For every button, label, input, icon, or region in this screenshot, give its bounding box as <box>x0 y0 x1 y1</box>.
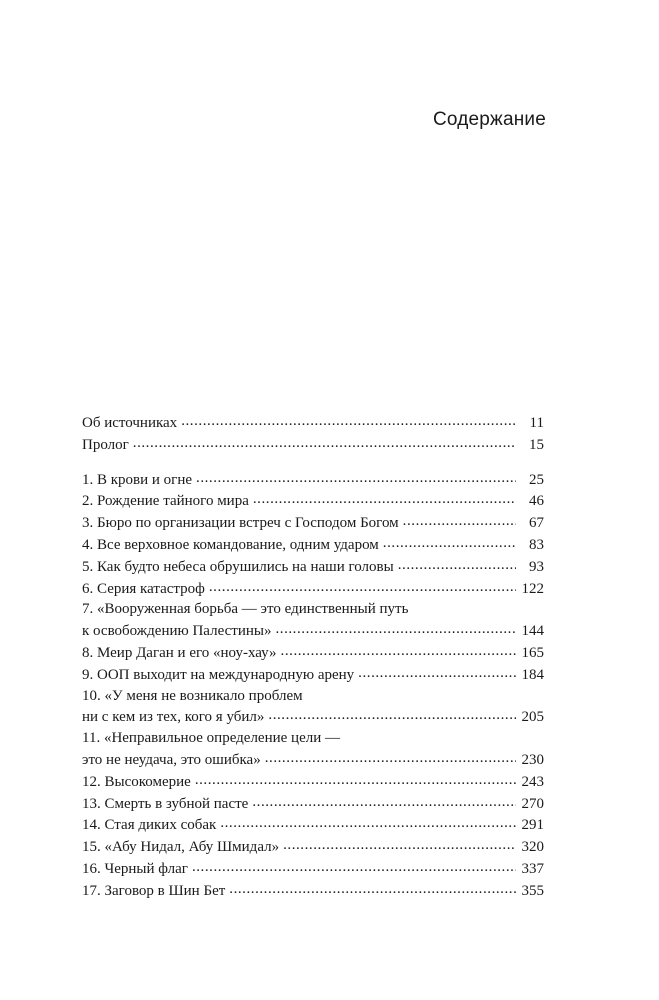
leader-dots <box>398 556 516 571</box>
toc-entry[interactable] <box>82 469 544 491</box>
toc-entry[interactable] <box>82 599 544 642</box>
toc-entry-title: 14. Стая диких собак <box>82 817 217 834</box>
toc-entry-title: 1. В крови и огне <box>82 471 193 488</box>
toc-page-number: 230 <box>521 751 544 768</box>
toc-entry-title: 3. Бюро по организации встреч с Господом Богом <box>82 515 399 532</box>
toc-page-number: 25 <box>529 471 544 488</box>
toc-entry-title-continued: ни с кем из тех, кого я убил» <box>82 709 265 726</box>
toc-page-number: 165 <box>521 644 544 661</box>
toc-page-number: 270 <box>521 795 544 812</box>
toc-page-number: 291 <box>521 817 544 834</box>
toc-entry[interactable] <box>82 814 544 836</box>
leader-dots <box>209 578 516 593</box>
toc-page-number: 320 <box>521 839 544 856</box>
toc-entry-title: 10. «У меня не возникало проблем <box>82 687 303 704</box>
leader-dots <box>229 880 516 895</box>
toc-entry-title: 11. «Неправильное определение цели — <box>82 730 341 747</box>
toc-entry[interactable] <box>82 880 544 902</box>
toc-entry-title-continued: это не неудача, это ошибка» <box>82 751 261 768</box>
toc-page-number: 205 <box>521 709 544 726</box>
leader-dots <box>195 771 516 786</box>
leader-dots <box>220 814 516 829</box>
toc-entry-title: 12. Высокомерие <box>82 773 191 790</box>
toc-page-number: 243 <box>521 773 544 790</box>
toc-page-number: 93 <box>529 558 544 575</box>
toc-entry[interactable] <box>82 490 544 512</box>
leader-dots <box>403 512 516 527</box>
toc-entry-title: 6. Серия катастроф <box>82 580 205 597</box>
toc-entry[interactable] <box>82 793 544 815</box>
leader-dots <box>383 534 516 549</box>
toc-entry-title: 4. Все верховное командование, одним ударом <box>82 536 379 553</box>
leader-dots <box>281 642 516 657</box>
toc-page-number: 46 <box>529 493 544 510</box>
toc-entry-title: 17. Заговор в Шин Бет <box>82 882 226 899</box>
toc-entry-title: 9. ООП выходит на международную арену <box>82 666 355 683</box>
toc-page-number: 355 <box>521 882 544 899</box>
toc-page-number: 15 <box>529 436 544 453</box>
leader-dots <box>196 469 516 484</box>
toc-entry[interactable] <box>82 664 544 686</box>
toc-entry-title: 13. Смерть в зубной пасте <box>82 795 249 812</box>
toc-page-number: 337 <box>521 860 544 877</box>
table-of-contents <box>82 412 544 902</box>
toc-entry[interactable] <box>82 556 544 578</box>
toc-entry-title-continued: к освобождению Палестины» <box>82 623 272 640</box>
toc-entry[interactable] <box>82 534 544 556</box>
toc-page-number: 122 <box>521 580 544 597</box>
toc-entry-title: 7. «Вооруженная борьба — это единственный путь <box>82 601 409 618</box>
toc-entry[interactable] <box>82 578 544 600</box>
leader-dots <box>181 412 516 427</box>
toc-entry-title: 16. Черный флаг <box>82 860 188 877</box>
toc-entry[interactable] <box>82 512 544 534</box>
toc-entry[interactable] <box>82 836 544 858</box>
toc-entry-title: 8. Меир Даган и его «ноу-хау» <box>82 644 277 661</box>
toc-entry[interactable] <box>82 728 544 771</box>
leader-dots <box>358 664 516 679</box>
toc-page-number: 11 <box>529 415 544 431</box>
toc-entry-title: 5. Как будто небеса обрушились на наши головы <box>82 558 394 575</box>
leader-dots <box>192 858 516 873</box>
toc-entry-title: 15. «Абу Нидал, Абу Шмидал» <box>82 839 280 856</box>
toc-entry[interactable] <box>82 642 544 664</box>
toc-entry[interactable] <box>82 412 544 434</box>
leader-dots <box>275 620 516 635</box>
toc-entry-title: Пролог <box>82 436 129 453</box>
toc-page-number: 144 <box>521 623 544 640</box>
leader-dots <box>133 434 516 449</box>
leader-dots <box>268 706 516 721</box>
leader-dots <box>283 836 516 851</box>
leader-dots <box>265 749 516 764</box>
leader-dots <box>253 490 516 505</box>
toc-entry[interactable] <box>82 434 544 456</box>
toc-page-number: 83 <box>529 536 544 553</box>
page-title: Содержание <box>432 109 546 130</box>
toc-entry-title: Об источниках <box>82 415 178 431</box>
toc-page-number: 67 <box>529 515 544 532</box>
toc-entry-title: 2. Рождение тайного мира <box>82 493 249 510</box>
toc-entry[interactable] <box>82 686 544 729</box>
toc-entry[interactable] <box>82 771 544 793</box>
leader-dots <box>252 793 516 808</box>
toc-entry[interactable] <box>82 858 544 880</box>
toc-page-number: 184 <box>521 666 544 683</box>
